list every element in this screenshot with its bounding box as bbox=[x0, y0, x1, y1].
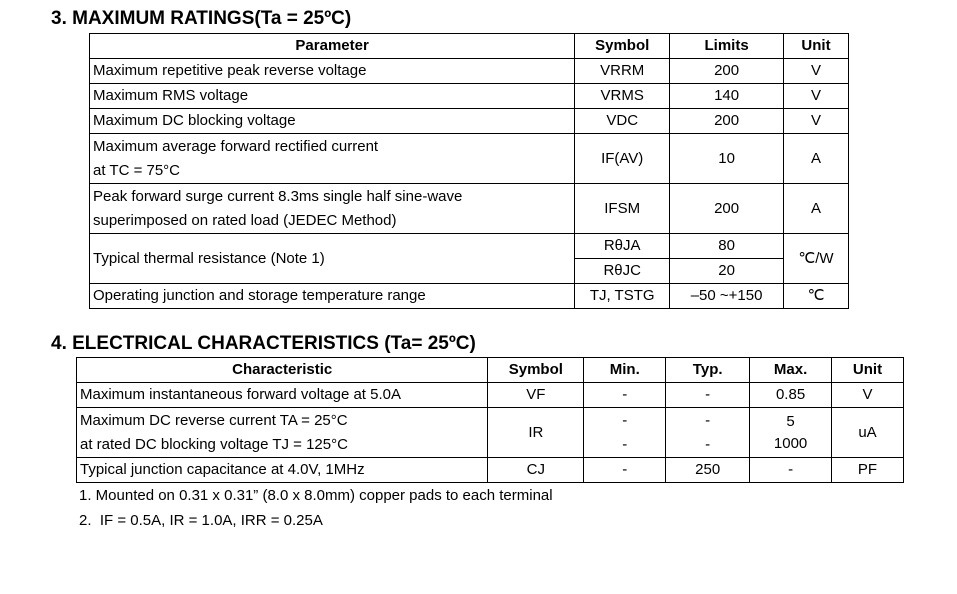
unit-cell: A bbox=[784, 134, 849, 184]
col-header-characteristic: Characteristic bbox=[77, 358, 488, 383]
param-cell: Maximum repetitive peak reverse voltage bbox=[90, 59, 575, 84]
table-row bbox=[90, 134, 849, 184]
max-ratings-table bbox=[89, 33, 849, 309]
symbol-cell: CJ bbox=[488, 458, 584, 483]
typ-cell bbox=[666, 408, 750, 458]
typ-line-2: - bbox=[705, 435, 711, 453]
table-row bbox=[90, 234, 849, 259]
section3-title: 3. MAXIMUM RATINGS(Ta = 25ºC) bbox=[51, 8, 352, 29]
param-line-1: Peak forward surge current 8.3ms single half sine-wave bbox=[93, 187, 463, 205]
param-line-2: at TC = 75°C bbox=[93, 161, 181, 179]
param-cell: Typical thermal resistance (Note 1) bbox=[90, 234, 575, 284]
symbol-cell: VDC bbox=[575, 109, 670, 134]
symbol-cell: IFSM bbox=[575, 184, 670, 234]
limit-cell: 10 bbox=[670, 134, 784, 184]
table-row bbox=[90, 184, 849, 234]
note-2: 2. IF = 0.5A, IR = 1.0A, IRR = 0.25A bbox=[79, 512, 323, 529]
symbol-cell: TJ, TSTG bbox=[575, 284, 670, 309]
param-cell bbox=[90, 134, 575, 184]
symbol-cell: RθJC bbox=[575, 259, 670, 284]
typ-cell: - bbox=[666, 383, 750, 408]
symbol-cell: VRMS bbox=[575, 84, 670, 109]
param-cell bbox=[90, 184, 575, 234]
limit-cell: 200 bbox=[670, 59, 784, 84]
symbol-cell: VF bbox=[488, 383, 584, 408]
typ-line-1: - bbox=[705, 411, 711, 429]
table-row bbox=[90, 284, 849, 309]
symbol-cell: IR bbox=[488, 408, 584, 458]
min-cell: - bbox=[584, 383, 666, 408]
min-line-2: - bbox=[622, 435, 628, 453]
characteristic-cell: Maximum instantaneous forward voltage at 5.0A bbox=[77, 383, 488, 408]
param-cell: Maximum RMS voltage bbox=[90, 84, 575, 109]
limit-cell: 200 bbox=[670, 109, 784, 134]
col-header-symbol: Symbol bbox=[488, 358, 584, 383]
notes bbox=[79, 483, 553, 533]
col-header-parameter: Parameter bbox=[90, 34, 575, 59]
max-line-2: 1000 bbox=[773, 434, 808, 452]
max-cell bbox=[750, 408, 832, 458]
unit-cell: A bbox=[784, 184, 849, 234]
unit-cell: uA bbox=[832, 408, 904, 458]
max-cell: - bbox=[750, 458, 832, 483]
table-row bbox=[77, 408, 904, 458]
unit-cell: V bbox=[784, 109, 849, 134]
col-header-unit: Unit bbox=[784, 34, 849, 59]
col-header-min: Min. bbox=[584, 358, 666, 383]
section4-title: 4. ELECTRICAL CHARACTERISTICS (Ta= 25ºC) bbox=[51, 333, 476, 354]
unit-cell: ℃ bbox=[784, 284, 849, 309]
table-row bbox=[77, 458, 904, 483]
col-header-symbol: Symbol bbox=[575, 34, 670, 59]
limit-cell: 200 bbox=[670, 184, 784, 234]
table-row bbox=[77, 383, 904, 408]
unit-cell: ℃/W bbox=[784, 234, 849, 284]
characteristic-line-2: at rated DC blocking voltage TJ = 125°C bbox=[80, 435, 348, 453]
symbol-cell: RθJA bbox=[575, 234, 670, 259]
col-header-limits: Limits bbox=[670, 34, 784, 59]
min-cell bbox=[584, 408, 666, 458]
max-line-1: 5 bbox=[786, 412, 795, 430]
table-row bbox=[90, 109, 849, 134]
characteristic-cell: Typical junction capacitance at 4.0V, 1MHz bbox=[77, 458, 488, 483]
param-line-1: Maximum average forward rectified current bbox=[93, 137, 379, 155]
min-line-1: - bbox=[622, 411, 628, 429]
col-header-unit: Unit bbox=[832, 358, 904, 383]
max-cell: 0.85 bbox=[750, 383, 832, 408]
param-cell: Maximum DC blocking voltage bbox=[90, 109, 575, 134]
unit-cell: V bbox=[784, 84, 849, 109]
limit-cell: –50 ~+150 bbox=[670, 284, 784, 309]
characteristic-cell bbox=[77, 408, 488, 458]
electrical-characteristics-table bbox=[76, 357, 904, 483]
limit-cell: 20 bbox=[670, 259, 784, 284]
typ-cell: 250 bbox=[666, 458, 750, 483]
limit-cell: 80 bbox=[670, 234, 784, 259]
note-1: 1. Mounted on 0.31 x 0.31” (8.0 x 8.0mm) copper pads to each terminal bbox=[79, 487, 553, 504]
col-header-max: Max. bbox=[750, 358, 832, 383]
unit-cell: V bbox=[832, 383, 904, 408]
table-row bbox=[90, 84, 849, 109]
col-header-typ: Typ. bbox=[666, 358, 750, 383]
param-cell: Operating junction and storage temperature range bbox=[90, 284, 575, 309]
symbol-cell: VRRM bbox=[575, 59, 670, 84]
symbol-cell: IF(AV) bbox=[575, 134, 670, 184]
min-cell: - bbox=[584, 458, 666, 483]
table-row bbox=[90, 59, 849, 84]
characteristic-line-1: Maximum DC reverse current TA = 25°C bbox=[80, 411, 348, 429]
limit-cell: 140 bbox=[670, 84, 784, 109]
unit-cell: PF bbox=[832, 458, 904, 483]
param-line-2: superimposed on rated load (JEDEC Method) bbox=[93, 211, 397, 229]
unit-cell: V bbox=[784, 59, 849, 84]
